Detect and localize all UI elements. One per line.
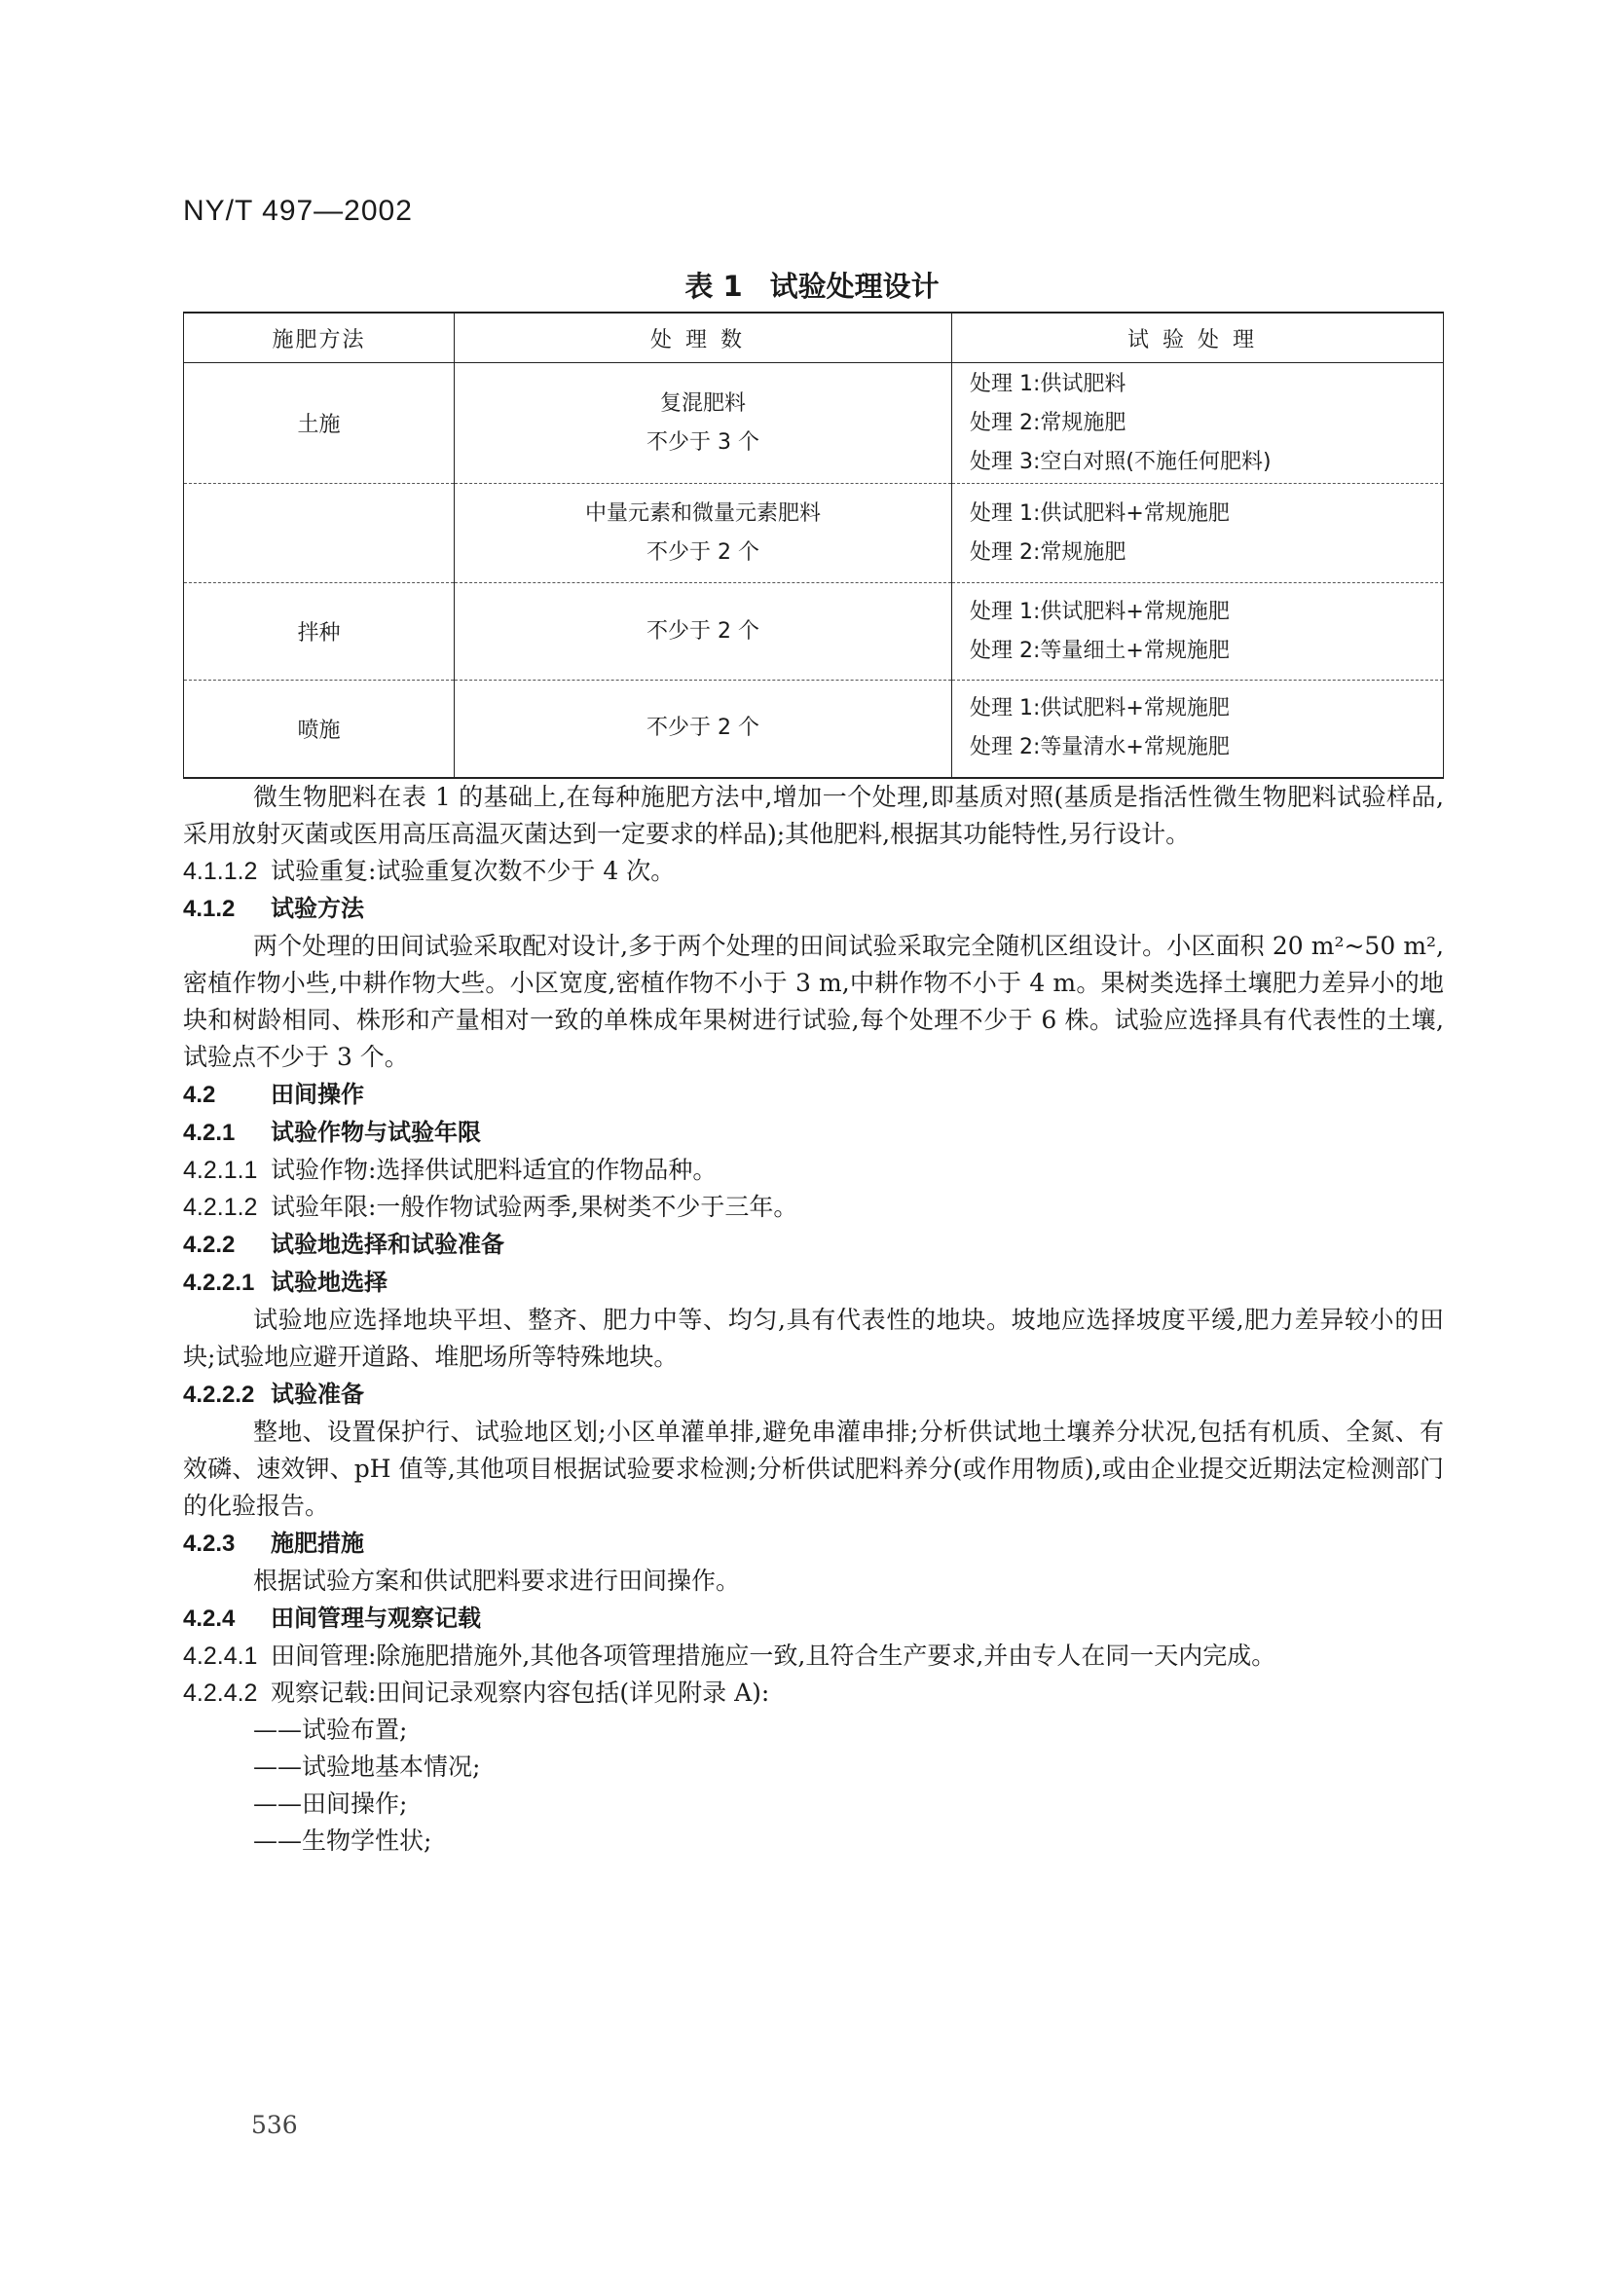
heading-text: 试验地选择 [271,1269,388,1296]
heading-text: 试验方法 [271,895,364,922]
cell-treatments [952,484,1444,583]
clause-number: 4.2.4 [183,1606,236,1632]
cell-count [455,363,952,484]
heading-4-2-1 [183,1114,1444,1152]
clause-number: 4.2.2 [183,1232,236,1258]
clause-number: 4.2.1.2 [183,1194,258,1221]
count-line: 不少于 2 个 [646,539,759,565]
paragraph: 根据试验方案和供试肥料要求进行田间操作。 [253,1567,741,1595]
treatment-line: 处理 2:等量细土+常规施肥 [970,638,1230,663]
heading-text: 施肥措施 [271,1530,364,1557]
heading-4-2-2-2 [183,1376,1444,1414]
heading-4-2-2-1 [183,1264,1444,1302]
clause-number: 4.2.1.1 [183,1157,258,1184]
treatment-line: 处理 2:常规施肥 [970,539,1126,565]
cell-method [184,484,455,583]
list-item: ——试验布置; [253,1716,408,1744]
document-body [183,779,1444,1860]
clause-text: 田间管理:除施肥措施外,其他各项管理措施应一致,且符合生产要求,并由专人在同一天内完成。 [271,1642,1276,1670]
cell-method: 土施 [184,363,455,484]
heading-text: 田间管理与观察记载 [271,1605,481,1632]
count-line: 不少于 2 个 [646,716,759,741]
header-treatment: 试验处理 [952,313,1444,363]
clause-number: 4.2.3 [183,1531,236,1557]
cell-count [455,681,952,778]
standard-number: NY/T 497—2002 [183,195,413,227]
table-title-number: 表 1 [684,270,743,303]
clause-number: 4.2.2.1 [183,1270,255,1296]
clause-text: 观察记载:田间记录观察内容包括(详见附录 A): [271,1679,770,1707]
heading-text: 试验地选择和试验准备 [271,1231,504,1258]
clause-4-2-1-1 [183,1152,1444,1189]
table-row [184,681,1444,778]
list-item: ——生物学性状; [253,1827,432,1855]
clause-number: 4.1.1.2 [183,858,258,885]
treatment-line: 处理 1:供试肥料+常规施肥 [970,696,1230,721]
treatment-line: 处理 2:等量清水+常规施肥 [970,735,1230,760]
heading-4-2 [183,1076,1444,1114]
paragraph: 两个处理的田间试验采取配对设计,多于两个处理的田间试验采取完全随机区组设计。小区面积 20 m²~50 m²,密植作物小些,中耕作物大些。小区宽度,密植作物不小于 3 m,中耕作物不小于 4 m。果树类选择土壤肥力差异小的地块和树龄相同、株形和产量相对一致的单株成年果树进行试验,每个处理不少于 6 株。试验应选择具有代表性的土壤,试验点不少于 3 个。 [183,932,1444,1071]
heading-4-2-4 [183,1600,1444,1638]
clause-number: 4.2.2.2 [183,1382,255,1408]
clause-number: 4.1.2 [183,896,236,922]
paragraph: 微生物肥料在表 1 的基础上,在每种施肥方法中,增加一个处理,即基质对照(基质是指活性微生物肥料试验样品,采用放射灭菌或医用高压高温灭菌达到一定要求的样品);其他肥料,根据其功能特性,另行设计。 [183,783,1444,848]
clause-number: 4.2.1 [183,1120,236,1146]
table-row [184,484,1444,583]
clause-4-2-4-2 [183,1675,1444,1712]
clause-4-1-1-2 [183,853,1444,890]
paragraph: 试验地应选择地块平坦、整齐、肥力中等、均匀,具有代表性的地块。坡地应选择坡度平缓,肥力差异较小的田块;试验地应避开道路、堆肥场所等特殊地块。 [183,1306,1444,1371]
count-line: 中量元素和微量元素肥料 [584,500,821,526]
table-title-text: 试验处理设计 [769,270,940,303]
clause-number: 4.2.4.1 [183,1643,258,1670]
cell-count [455,583,952,681]
clause-text: 试验重复:试验重复次数不少于 4 次。 [271,857,676,885]
page-number: 536 [251,2111,298,2139]
treatment-design-table [183,312,1444,779]
table-title [0,265,1624,305]
cell-treatments [952,583,1444,681]
paragraph: 整地、设置保护行、试验地区划;小区单灌单排,避免串灌串排;分析供试地土壤养分状况,包括有机质、全氮、有效磷、速效钾、pH 值等,其他项目根据试验要求检测;分析供试肥料养分(或作用物质),或由企业提交近期法定检测部门的化验报告。 [183,1418,1444,1520]
cell-method: 喷施 [184,681,455,778]
table-row [184,583,1444,681]
list-item: ——试验地基本情况; [253,1753,481,1781]
header-method: 施肥方法 [184,313,455,363]
heading-text: 试验准备 [271,1381,364,1408]
cell-method: 拌种 [184,583,455,681]
treatment-line: 处理 1:供试肥料 [970,371,1126,396]
clause-4-2-4-1 [183,1638,1444,1675]
treatment-line: 处理 2:常规施肥 [970,410,1126,435]
cell-count [455,484,952,583]
clause-number: 4.2 [183,1082,216,1108]
heading-text: 试验作物与试验年限 [271,1119,481,1146]
count-line: 不少于 2 个 [646,618,759,644]
treatment-line: 处理 1:供试肥料+常规施肥 [970,500,1230,526]
count-line: 复混肥料 [659,390,746,416]
heading-text: 田间操作 [271,1081,364,1108]
header-count: 处理数 [455,313,952,363]
cell-treatments [952,363,1444,484]
table-row [184,363,1444,484]
clause-text: 试验年限:一般作物试验两季,果树类不少于三年。 [271,1193,798,1221]
table-header-row [184,313,1444,363]
heading-4-2-2 [183,1226,1444,1264]
treatment-line: 处理 1:供试肥料+常规施肥 [970,599,1230,624]
clause-4-2-1-2 [183,1189,1444,1226]
clause-number: 4.2.4.2 [183,1680,258,1707]
clause-text: 试验作物:选择供试肥料适宜的作物品种。 [271,1156,718,1184]
cell-treatments [952,681,1444,778]
list-item: ——田间操作; [253,1790,408,1818]
heading-4-2-3 [183,1525,1444,1563]
count-line: 不少于 3 个 [646,429,759,455]
treatment-line: 处理 3:空白对照(不施任何肥料) [970,449,1272,474]
heading-4-1-2 [183,890,1444,928]
